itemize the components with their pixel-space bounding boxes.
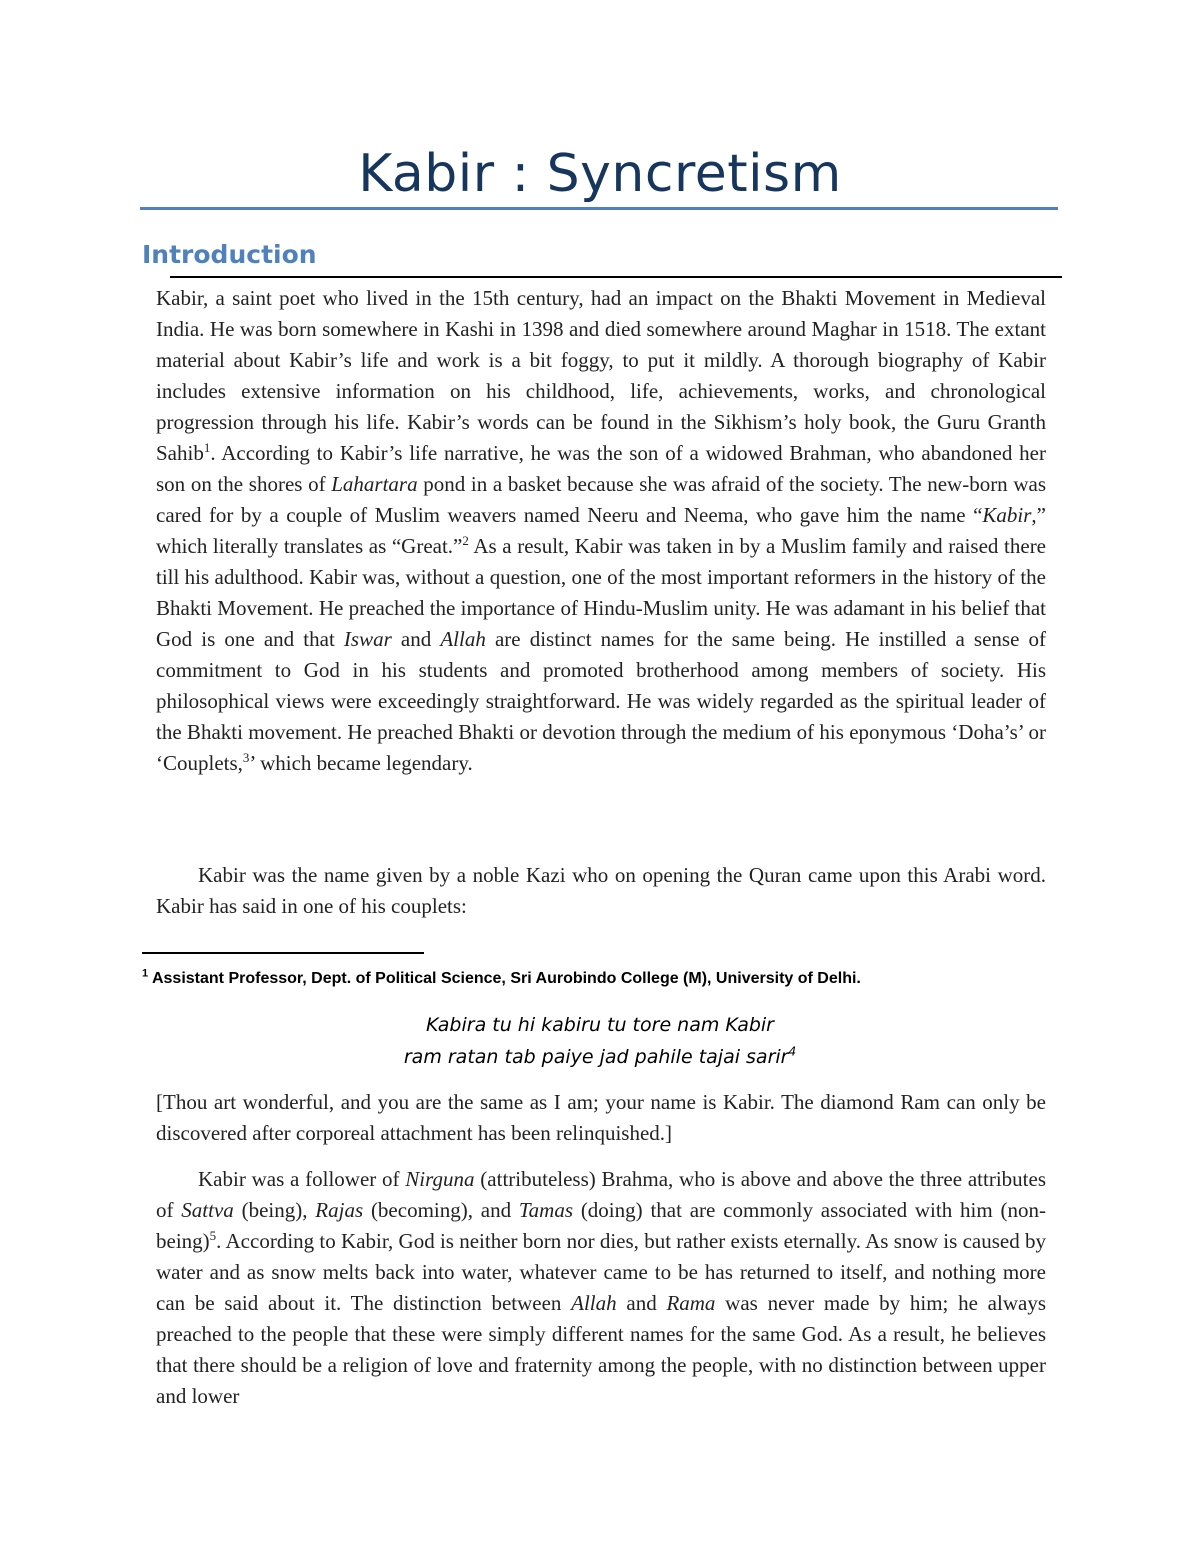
text-run: Kabir was a follower of <box>198 1167 406 1191</box>
italic-term: Kabir <box>982 503 1032 527</box>
footnote-ref: 2 <box>462 533 469 548</box>
italic-term: Nirguna <box>405 1167 475 1191</box>
text-run: (doing) that are commonly associated with him (non-being) <box>156 1198 1046 1253</box>
text-run: As a result, Kabir was taken in by a Muslim family and raised there till his adulthood. Kabir was, without a question, one of the most important reformers in the history of the Bhakti Movement. He preached the importance of Hindu-Muslim unity. He was adamant in his belief that God is one and that <box>156 534 1047 651</box>
couplet-line-2: ram ratan tab paiye jad pahile tajai sarir <box>403 1046 789 1068</box>
document-title: Kabir : Syncretism <box>358 144 842 204</box>
italic-term: Rajas <box>315 1198 364 1222</box>
title-underline <box>140 207 1058 210</box>
paragraph-3-translation: [Thou art wonderful, and you are the same as I am; your name is Kabir. The diamond Ram can only be discovered after corporeal attachment has been relinquished.] <box>156 1090 1046 1145</box>
text-run: ’ which became legendary. <box>249 751 473 775</box>
text-run: Kabir, a saint poet who lived in the 15th century, had an impact on the Bhakti Movement in Medieval India. He was born somewhere in Kashi in 1398 and died somewhere around Maghar in 1518. The extant material about Kabir’s life and work is a bit foggy, to put it mildly. A thorough biography of Kabir includes extensive information on his childhood, life, achievements, works, and chronological progression through his life. Kabir’s words can be found in the Sikhism’s holy book, the Guru Granth Sahib <box>156 286 1046 465</box>
italic-term: Sattva <box>181 1198 234 1222</box>
paragraph-2: Kabir was the name given by a noble Kazi who on opening the Quran came upon this Arabi word. Kabir has said in one of his couplets: <box>156 863 1046 918</box>
paragraph-1 <box>156 283 1046 779</box>
text-run: . According to Kabir’s life narrative, he was the son of a widowed Brahman, who abandoned her son on the shores of <box>156 441 1046 496</box>
footnote-ref: 1 <box>203 440 211 455</box>
footnote-1 <box>142 967 1062 991</box>
italic-term: Allah <box>440 627 486 651</box>
italic-term: Lahartara <box>331 472 418 496</box>
text-run: are distinct names for the same being. He instilled a sense of commitment to God in his students and promoted brotherhood among members of society. His philosophical views were exceedingly straightforward. He was widely regarded as the spiritual leader of the Bhakti movement. He preached Bhakti or devotion through the medium of his eponymous ‘Doha’s’ or ‘Couplets, <box>156 627 1047 775</box>
footnote-separator <box>142 952 424 954</box>
paragraph-4 <box>156 1164 1046 1412</box>
footnote-marker: 1 <box>142 967 149 980</box>
text-run: pond in a basket because she was afraid of the society. The new-born was cared for by a couple of Muslim weavers named Neeru and Neema, who gave him the name “ <box>156 472 1046 527</box>
text-run: was never made by him; he always preached to the people that these were simply different names for the same God. As a result, he believes that there should be a religion of love and fraternity among the people, with no distinction between upper and lower <box>156 1291 1046 1408</box>
section-heading: Introduction <box>142 240 317 269</box>
text-run: and <box>616 1291 667 1315</box>
text-run: . According to Kabir, God is neither born nor dies, but rather exists eternally. As snow is caused by water and as snow melts back into water, whatever came to be has returned to itself, and nothing more can be said about it. The distinction between <box>156 1229 1046 1315</box>
text-run: (being), <box>233 1198 316 1222</box>
italic-term: Iswar <box>343 627 392 651</box>
couplet <box>140 1009 1060 1073</box>
italic-term: Rama <box>666 1291 716 1315</box>
italic-term: Tamas <box>518 1198 574 1222</box>
text-run: ,” which literally translates as “Great.” <box>156 503 1046 558</box>
footnote-ref: 3 <box>242 750 250 765</box>
text-run: (attributeless) Brahma, who is above and above the three attributes of <box>156 1167 1046 1222</box>
italic-term: Allah <box>571 1291 617 1315</box>
text-run: (becoming), and <box>363 1198 519 1222</box>
footnote-ref: 5 <box>209 1228 217 1243</box>
heading-rule <box>170 276 1062 278</box>
text-run: and <box>391 627 441 651</box>
couplet-line-2-wrap <box>140 1041 1060 1073</box>
couplet-footnote-marker: 4 <box>788 1044 797 1059</box>
couplet-line-1: Kabira tu hi kabiru tu tore nam Kabir <box>426 1014 774 1036</box>
footnote-text: Assistant Professor, Dept. of Political Science, Sri Aurobindo College (M), University of Delhi. <box>148 970 861 987</box>
